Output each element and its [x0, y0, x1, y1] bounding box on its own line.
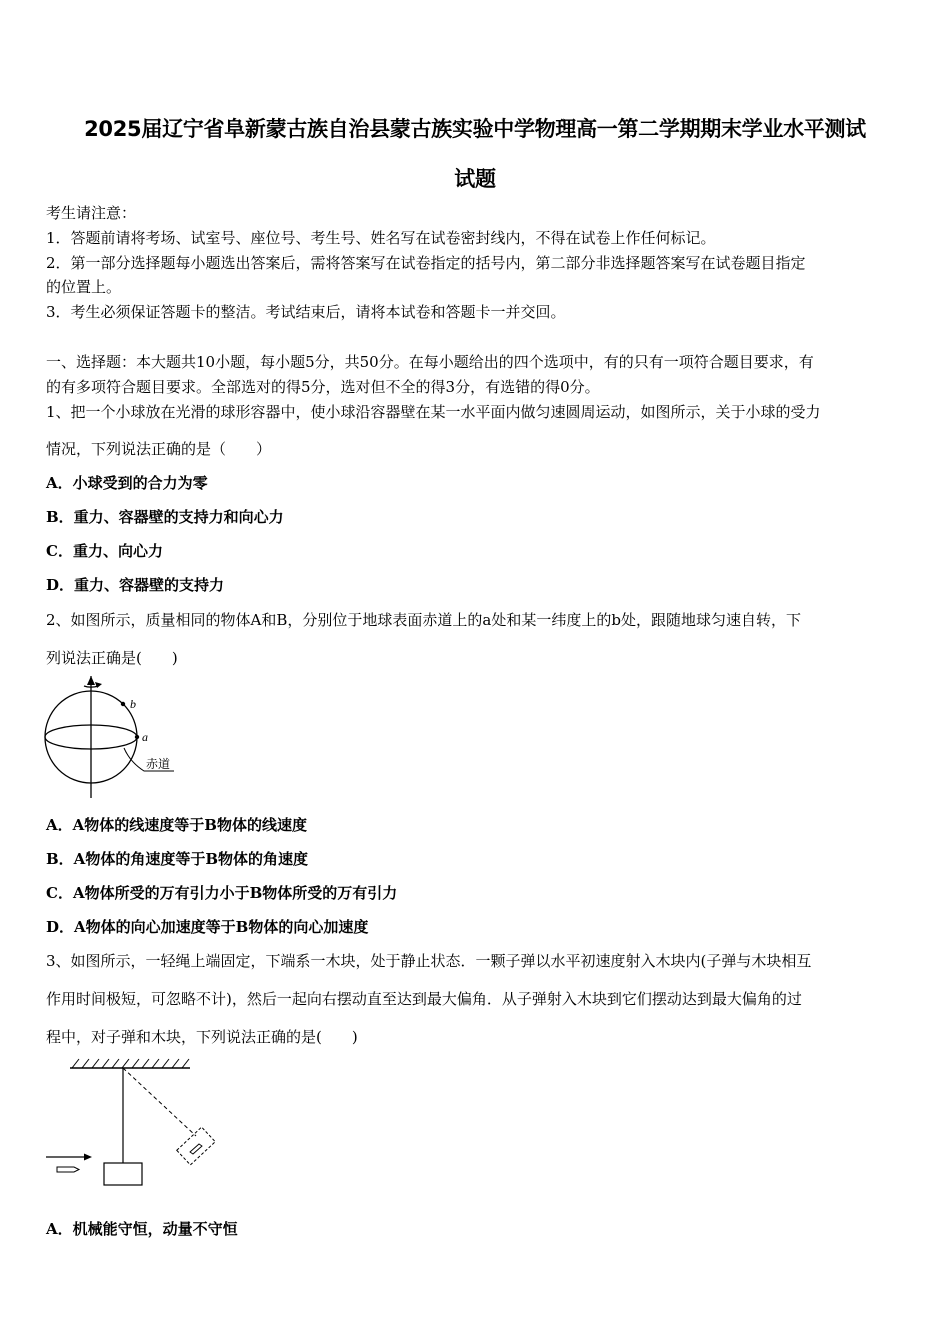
question-2-option-c: C．A物体所受的万有引力小于B物体所受的万有引力 [46, 884, 398, 902]
question-3-stem-line-2: 作用时间极短，可忽略不计)，然后一起向右摆动直至达到最大偏角．从子弹射入木块到它们摆动达到最大偏角的过 [46, 990, 802, 1008]
label-a: a [142, 730, 148, 744]
question-1-stem-line-2: 情况，下列说法正确的是（ ） [46, 440, 272, 458]
ceiling-support [70, 1059, 190, 1068]
section-instructions-line-1: 一、选择题：本大题共10小题，每小题5分，共50分。在每小题给出的四个选项中，有的只有一项符合题目要求，有 [46, 353, 814, 371]
question-2-stem-line-1: 2、如图所示，质量相同的物体A和B，分别位于地球表面赤道上的a处和某一纬度上的b处，跟随地球匀速自转，下 [46, 611, 801, 629]
wooden-block [104, 1163, 142, 1185]
document-title-line-2: 试题 [454, 167, 496, 191]
section-instructions-line-2: 的有多项符合题目要求。全部选对的得5分，选对但不全的得3分，有选错的得0分。 [46, 378, 600, 396]
label-b: b [130, 697, 136, 711]
question-1-option-b: B．重力、容器壁的支持力和向心力 [46, 508, 284, 526]
pendulum-bullet-figure [44, 1056, 224, 1191]
point-a-dot [135, 735, 139, 739]
question-1-option-d: D．重力、容器壁的支持力 [46, 576, 225, 594]
notice-heading: 考生请注意： [46, 204, 137, 222]
question-1-option-a: A．小球受到的合力为零 [46, 474, 208, 492]
question-2-option-a: A．A物体的线速度等于B物体的线速度 [46, 816, 307, 834]
question-3-stem-line-1: 3、如图所示，一轻绳上端固定，下端系一木块，处于静止状态．一颗子弹以水平初速度射入木块内(子弹与木块相互 [46, 952, 812, 970]
earth-rotation-figure [40, 676, 190, 801]
notice-item-2: 2．第一部分选择题每小题选出答案后，需将答案写在试卷指定的括号内，第二部分非选择题答案写在试卷题目指定 [46, 254, 806, 272]
notice-item-2-continued: 的位置上。 [46, 278, 122, 296]
point-b-dot [121, 702, 125, 706]
notice-item-1: 1．答题前请将考场、试室号、座位号、考生号、姓名写在试卷密封线内，不得在试卷上作任何标记。 [46, 229, 716, 247]
earth-sphere [45, 676, 137, 798]
question-3-option-a: A．机械能守恒，动量不守恒 [46, 1220, 238, 1238]
embedded-bullet-icon [190, 1144, 202, 1154]
label-equator: 赤道 [146, 757, 171, 771]
question-2-option-d: D．A物体的向心加速度等于B物体的向心加速度 [46, 918, 369, 936]
deflected-block-dashed [177, 1127, 216, 1165]
question-1-stem-line-1: 1、把一个小球放在光滑的球形容器中，使小球沿容器壁在某一水平面内做匀速圆周运动，如图所示，关于小球的受力 [46, 403, 821, 421]
bullet-icon [57, 1167, 79, 1172]
velocity-arrow-icon [84, 1154, 92, 1161]
axis-arrow-icon [87, 676, 95, 685]
deflected-rope-dashed [123, 1068, 196, 1136]
document-title-line-1: 2025届辽宁省阜新蒙古族自治县蒙古族实验中学物理高一第二学期期末学业水平测试 [84, 117, 866, 141]
question-3-stem-line-3: 程中，对子弹和木块，下列说法正确的是( ) [46, 1028, 358, 1046]
notice-item-3: 3．考生必须保证答题卡的整洁。考试结束后，请将本试卷和答题卡一并交回。 [46, 303, 566, 321]
question-2-stem-line-2: 列说法正确是( ) [46, 649, 178, 667]
question-2-option-b: B．A物体的角速度等于B物体的角速度 [46, 850, 308, 868]
question-1-option-c: C．重力、向心力 [46, 542, 163, 560]
